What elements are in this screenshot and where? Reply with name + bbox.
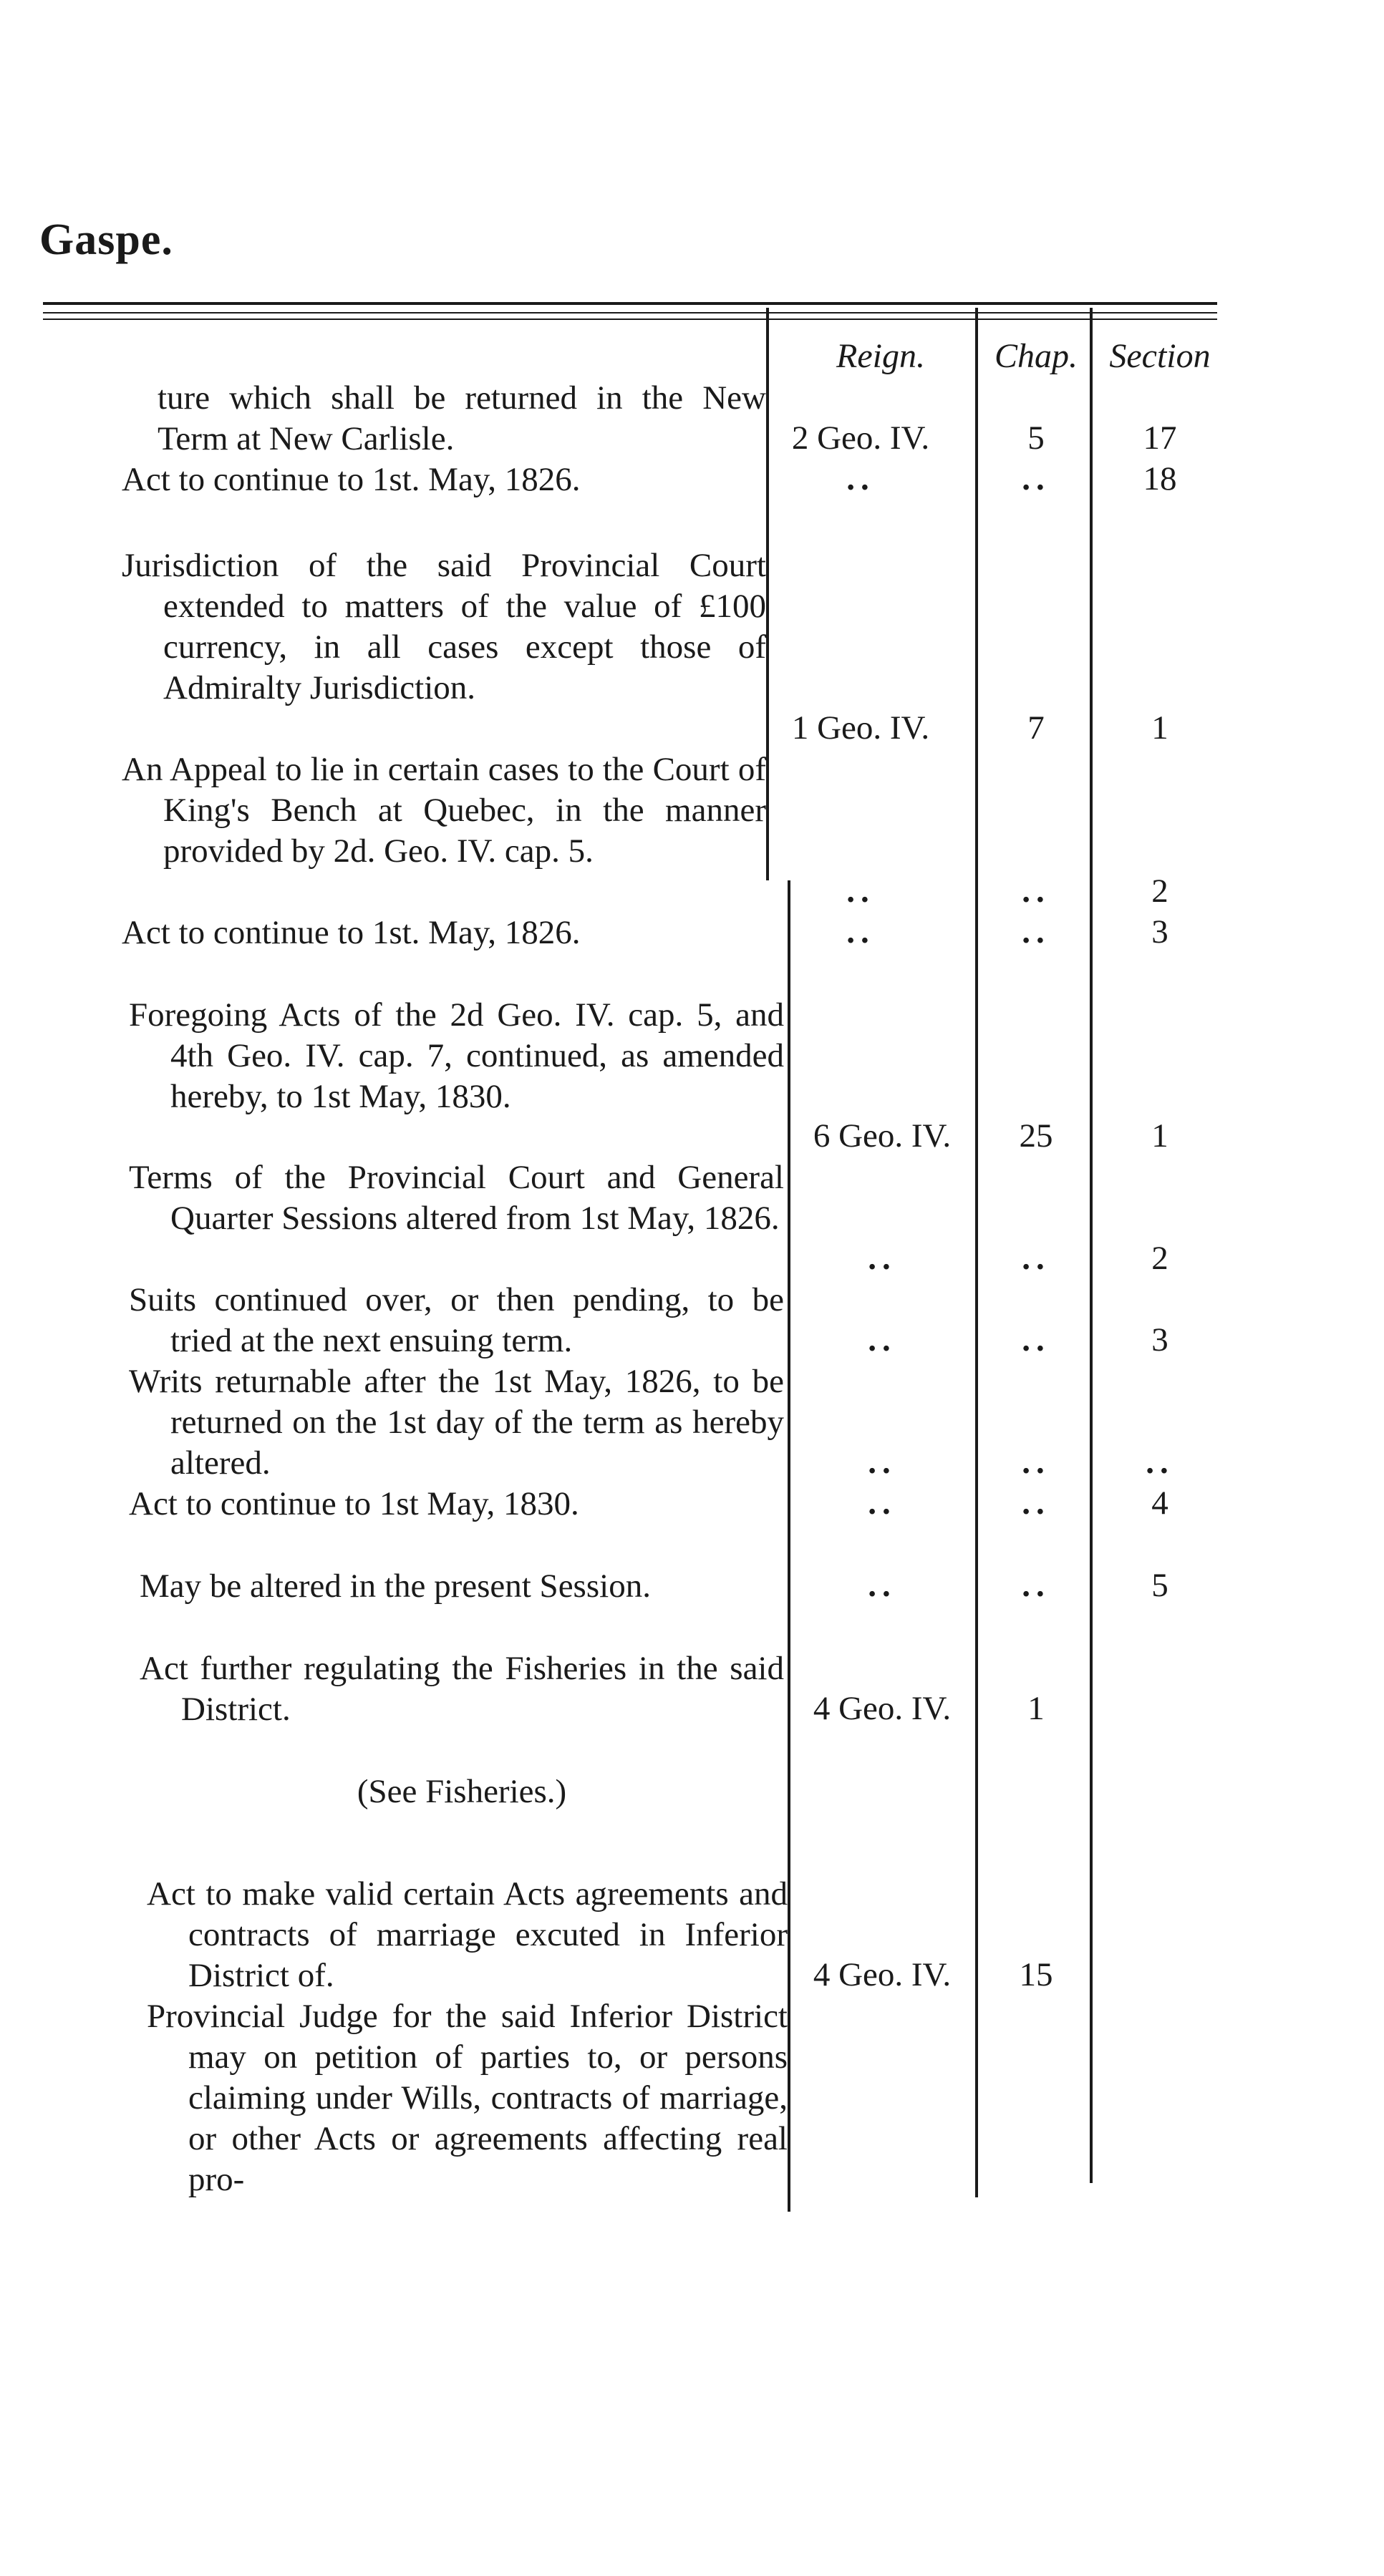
table-row-section: 2 [1151,1240,1168,1277]
table-row-text: Jurisdiction of the said Provincial Court extended to matters of the value of £100 currency, in all cases except those of Admiralty Jurisdiction. [122,547,766,706]
header-section: Section [1109,337,1211,375]
column-divider-reign-lower [788,880,790,2212]
column-divider-reign-upper [766,308,769,880]
table-row-text: Act to continue to 1st May, 1830. [129,1485,579,1522]
table-row-chap: 15 [1019,1956,1053,1993]
table-row-text: Act further regulating the Fisheries in the said District. [140,1650,784,1728]
table-row-reign: .. [868,1444,896,1481]
table-row-text: Act to continue to 1st. May, 1826. [122,461,581,498]
table-row-text: Writs returnable after the 1st May, 1826, to be returned on the 1st day of the term as hereby altered. [129,1363,784,1482]
table-row-section: 17 [1143,419,1177,457]
column-divider-chap [975,308,978,2197]
table-row-reign: .. [868,1567,896,1604]
table-row-chap: 5 [1027,419,1045,457]
table-row-section: 4 [1151,1484,1168,1522]
table-row-reign: 2 Geo. IV. [791,419,930,457]
header-reign: Reign. [836,337,925,375]
column-divider-section [1090,308,1093,2183]
table-row-chap: .. [1022,913,1050,951]
table-row-section: 3 [1151,1321,1168,1359]
table-row-section: 2 [1151,873,1168,910]
table-row-section: 1 [1151,1117,1168,1155]
table-row-chap: .. [1022,1321,1050,1359]
header-rule-top [43,302,1217,305]
header-rule-middle [43,312,1217,314]
table-row-reign: .. [846,460,875,497]
table-row-reign: .. [846,873,875,910]
table-row-reign: 1 Geo. IV. [791,709,930,747]
table-row-text: An Appeal to lie in certain cases to the Court of King's Bench at Quebec, in the manner provided by 2d. Geo. IV. cap. 5. [122,751,766,870]
table-row-text: ture which shall be returned in the New Term at New Carlisle. [158,379,766,457]
table-row-reign: .. [846,913,875,951]
table-row-reign: .. [868,1484,896,1522]
table-row-chap: .. [1022,1484,1050,1522]
page-title: Gaspe. [39,215,173,264]
table-row-text: Provincial Judge for the said Inferior District may on petition of parties to, or persons claiming under Wills, contracts of marriage, or other Acts or agreements affecting real pro- [147,1998,788,2198]
table-row-reign: 6 Geo. IV. [813,1117,952,1155]
table-row-reign: .. [868,1240,896,1277]
table-row-text: (See Fisheries.) [357,1773,567,1810]
table-row-reign: .. [868,1321,896,1359]
table-row-reign: 4 Geo. IV. [813,1956,952,1993]
table-row-chap: .. [1022,1240,1050,1277]
table-row-text: Act to continue to 1st. May, 1826. [122,914,581,951]
table-row-chap: 25 [1019,1117,1053,1155]
table-row-text: Act to make valid certain Acts agreements and contracts of marriage excuted in Inferior District of. [147,1875,788,1994]
table-row-chap: 1 [1027,1690,1045,1727]
table-row-reign: 4 Geo. IV. [813,1690,952,1727]
table-row-section: 18 [1143,460,1177,497]
table-row-chap: .. [1022,1567,1050,1604]
table-row-chap: .. [1022,1444,1050,1481]
table-row-section: 1 [1151,709,1168,747]
table-row-text: Terms of the Provincial Court and General Quarter Sessions altered from 1st May, 1826. [129,1159,784,1237]
table-row-section: 3 [1151,913,1168,951]
table-row-text: May be altered in the present Session. [140,1568,651,1605]
table-row-text: Foregoing Acts of the 2d Geo. IV. cap. 5, and 4th Geo. IV. cap. 7, continued, as amended hereby, to 1st May, 1830. [129,996,784,1115]
table-row-text: Suits continued over, or then pending, to be tried at the next ensuing term. [129,1281,784,1359]
header-chap: Chap. [994,337,1078,375]
header-rule-bottom [43,319,1217,320]
table-row-chap: .. [1022,460,1050,497]
table-row-chap: .. [1022,873,1050,910]
table-row-section: .. [1146,1444,1174,1481]
table-row-chap: 7 [1027,709,1045,747]
table-row-section: 5 [1151,1567,1168,1604]
